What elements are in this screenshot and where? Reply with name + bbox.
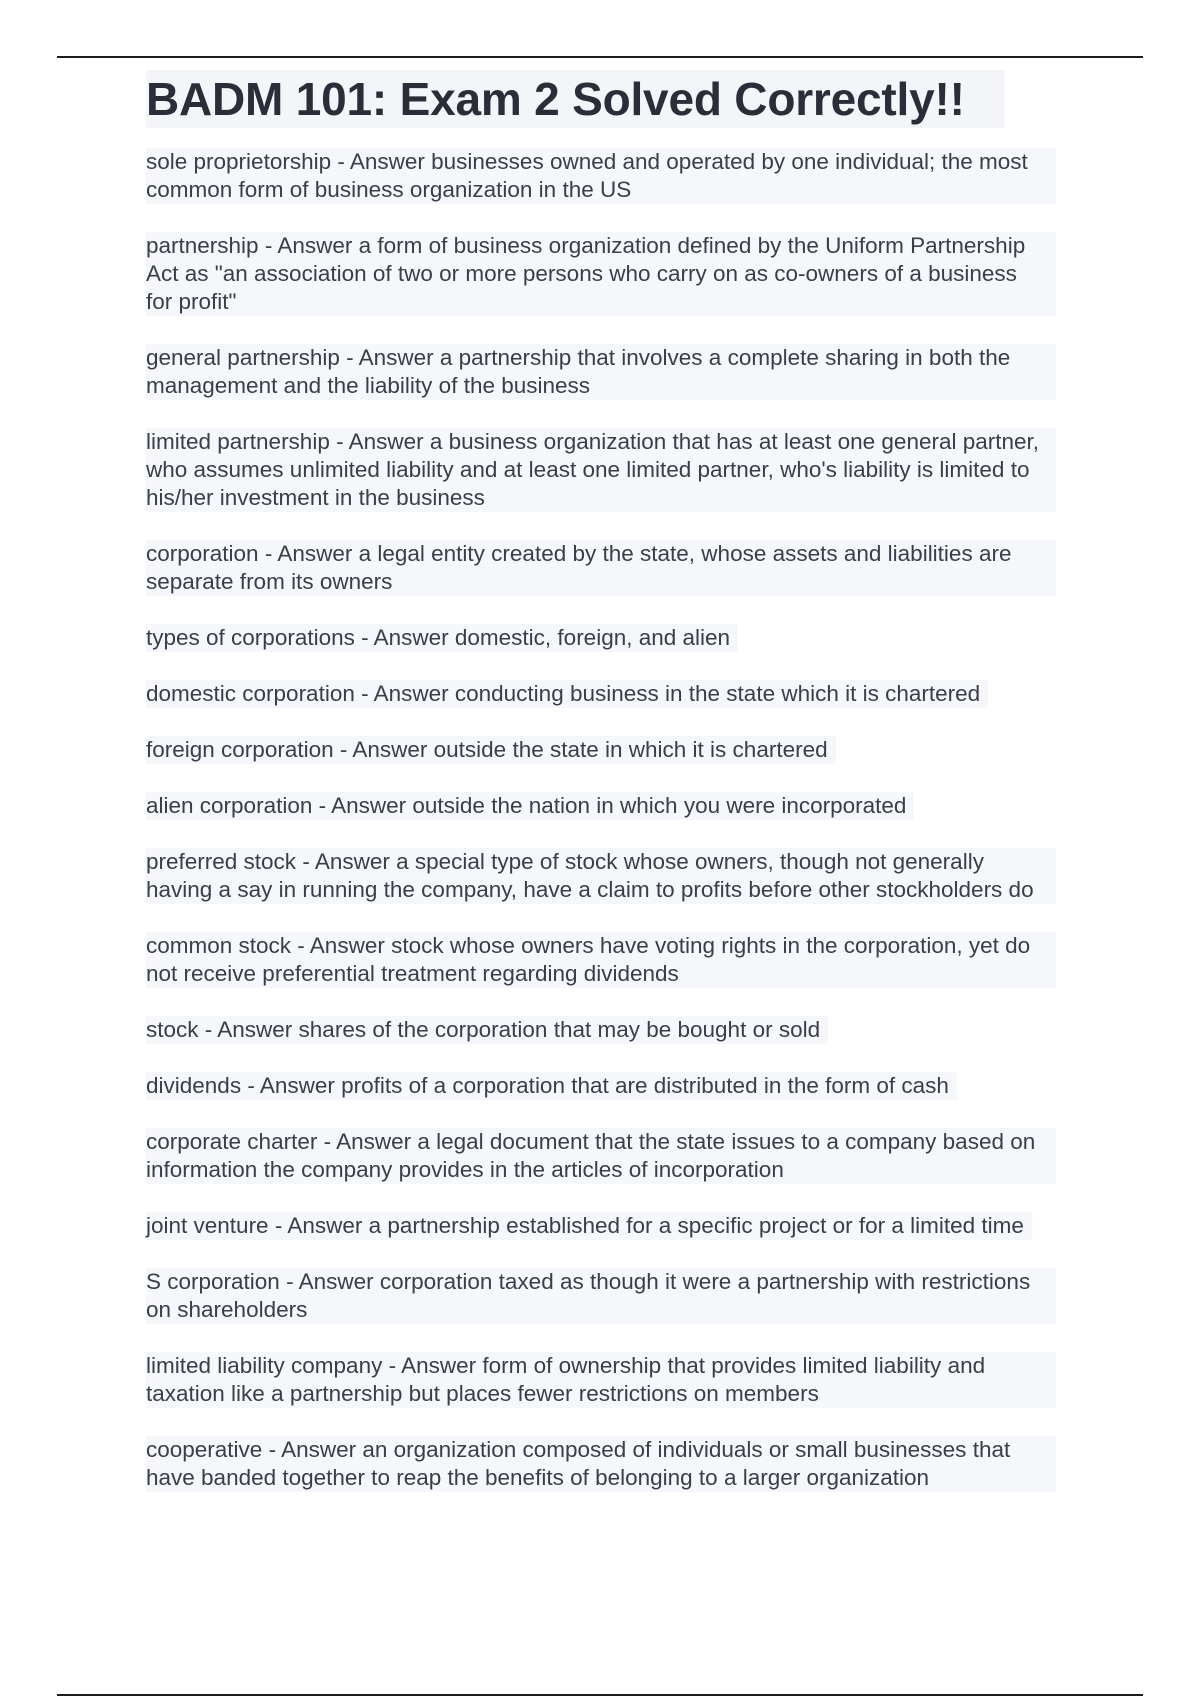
entry-alien-corporation: alien corporation - Answer outside the nation in which you were incorporated (146, 792, 914, 820)
entry-corporation: corporation - Answer a legal entity created by the state, whose assets and liabilities are separate from its owners (146, 540, 1056, 596)
entry-dividends: dividends - Answer profits of a corporation that are distributed in the form of cash (146, 1072, 957, 1100)
document-title: BADM 101: Exam 2 Solved Correctly!! (146, 70, 1005, 128)
entry-stock: stock - Answer shares of the corporation that may be bought or sold (146, 1016, 828, 1044)
document-page (146, 70, 1056, 1520)
entry-s-corporation: S corporation - Answer corporation taxed as though it were a partnership with restrictions on shareholders (146, 1268, 1056, 1324)
entry-general-partnership: general partnership - Answer a partnership that involves a complete sharing in both the management and the liability of the business (146, 344, 1056, 400)
entry-limited-liability-company: limited liability company - Answer form of ownership that provides limited liability and taxation like a partnership but places fewer restrictions on members (146, 1352, 1056, 1408)
entry-sole-proprietorship: sole proprietorship - Answer businesses owned and operated by one individual; the most common form of business organization in the US (146, 148, 1056, 204)
entry-preferred-stock: preferred stock - Answer a special type of stock whose owners, though not generally having a say in running the company, have a claim to profits before other stockholders do (146, 848, 1056, 904)
entry-common-stock: common stock - Answer stock whose owners have voting rights in the corporation, yet do not receive preferential treatment regarding dividends (146, 932, 1056, 988)
entry-types-of-corporations: types of corporations - Answer domestic, foreign, and alien (146, 624, 738, 652)
entry-cooperative: cooperative - Answer an organization composed of individuals or small businesses that have banded together to reap the benefits of belonging to a larger organization (146, 1436, 1056, 1492)
bottom-rule (57, 1694, 1143, 1696)
entry-joint-venture: joint venture - Answer a partnership established for a specific project or for a limited time (146, 1212, 1032, 1240)
entry-corporate-charter: corporate charter - Answer a legal document that the state issues to a company based on information the company provides in the articles of incorporation (146, 1128, 1056, 1184)
entry-list (146, 148, 1056, 1492)
entry-limited-partnership: limited partnership - Answer a business organization that has at least one general partner, who assumes unlimited liability and at least one limited partner, who's liability is limited to his/her investment in the business (146, 428, 1056, 512)
entry-domestic-corporation: domestic corporation - Answer conducting business in the state which it is chartered (146, 680, 988, 708)
top-rule (57, 56, 1143, 58)
entry-foreign-corporation: foreign corporation - Answer outside the state in which it is chartered (146, 736, 836, 764)
entry-partnership: partnership - Answer a form of business organization defined by the Uniform Partnership Act as "an association of two or more persons who carry on as co-owners of a business for profit" (146, 232, 1056, 316)
